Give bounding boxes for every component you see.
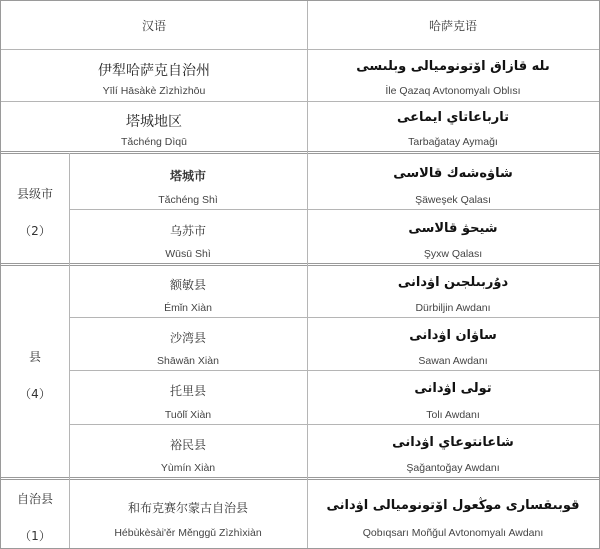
autonomous-county-pinyin: Hébùkèsài'ěr Měnggǔ Zìzhìxiàn	[114, 527, 262, 539]
region-pinyin: Tǎchéng Dìqū	[121, 136, 187, 148]
header-kazakh: 哈萨克语	[428, 19, 478, 33]
group-label-city: 县级市	[16, 187, 54, 201]
header-chinese: 汉语	[141, 19, 167, 33]
group-count-county: （4）	[19, 387, 51, 401]
row-divider	[1, 151, 599, 154]
prefecture-kazakh: ىله قازاق اۆتونوميالى وبلىسى	[356, 59, 550, 74]
county-kazakh: تولى اۋدانى	[414, 381, 492, 396]
row-divider	[1, 263, 599, 266]
city-chinese: 塔城市	[169, 169, 207, 183]
county-chinese: 沙湾县	[169, 331, 207, 345]
county-pinyin: Tuōlǐ Xiàn	[164, 409, 212, 421]
city-kazakh: شيحۋ قالاسى	[408, 221, 498, 236]
row-divider	[69, 209, 599, 210]
row-divider	[1, 101, 599, 102]
county-latin: Tolı Awdanı	[426, 409, 480, 421]
county-pinyin: Shāwān Xiàn	[157, 355, 219, 367]
county-chinese: 裕民县	[169, 438, 207, 452]
group-label-county: 县	[28, 350, 42, 364]
prefecture-latin: İle Qazaq Avtonomyalı Oblısı	[385, 85, 521, 97]
county-pinyin: Yùmín Xiàn	[160, 462, 216, 474]
group-label-autonomous: 自治县	[16, 492, 54, 506]
county-latin: Dürbiljin Awdanı	[415, 302, 491, 314]
city-latin: Şyxw Qalası	[423, 248, 483, 260]
prefecture-chinese: 伊犁哈萨克自治州	[98, 63, 210, 79]
autonomous-county-chinese: 和布克赛尔蒙古自治县	[127, 501, 249, 515]
row-divider	[69, 370, 599, 371]
county-pinyin: Émǐn Xiàn	[164, 302, 212, 314]
city-kazakh: شاۋەشەك قالاسى	[393, 166, 513, 181]
prefecture-pinyin: Yīlí Hāsàkè Zìzhìzhōu	[102, 85, 206, 97]
city-pinyin: Tǎchéng Shì	[158, 194, 218, 206]
header-divider	[1, 49, 599, 50]
autonomous-county-kazakh: قوبىقسارى موڭعول اۆتونوميالى اۋدانى	[326, 498, 580, 513]
city-latin: Şäweşek Qalası	[415, 194, 491, 206]
group-count-city: （2）	[19, 224, 51, 238]
region-chinese: 塔城地区	[126, 114, 182, 130]
region-kazakh: تارباعاتاي ايماعى	[397, 110, 509, 125]
county-kazakh: دۇربىلجىن اۋدانى	[397, 275, 509, 290]
column-divider	[307, 1, 308, 548]
county-kazakh: ساۋان اۋدانى	[409, 328, 497, 343]
group-column-divider	[69, 153, 70, 548]
autonomous-county-latin: Qobıqsarı Moñğul Avtonomyalı Awdanı	[362, 527, 544, 539]
county-latin: Şağantoğay Awdanı	[406, 462, 500, 474]
row-divider	[69, 424, 599, 425]
region-latin: Tarbağatay Aymağı	[408, 136, 498, 148]
row-divider	[69, 317, 599, 318]
county-chinese: 额敏县	[169, 278, 207, 292]
county-latin: Sawan Awdanı	[418, 355, 488, 367]
city-chinese: 乌苏市	[169, 224, 207, 238]
group-count-autonomous: （1）	[19, 529, 51, 543]
county-kazakh: شاعانتوعاي اۋدانى	[392, 435, 514, 450]
row-divider	[1, 477, 599, 480]
city-pinyin: Wūsū Shì	[165, 248, 211, 260]
county-chinese: 托里县	[169, 384, 207, 398]
